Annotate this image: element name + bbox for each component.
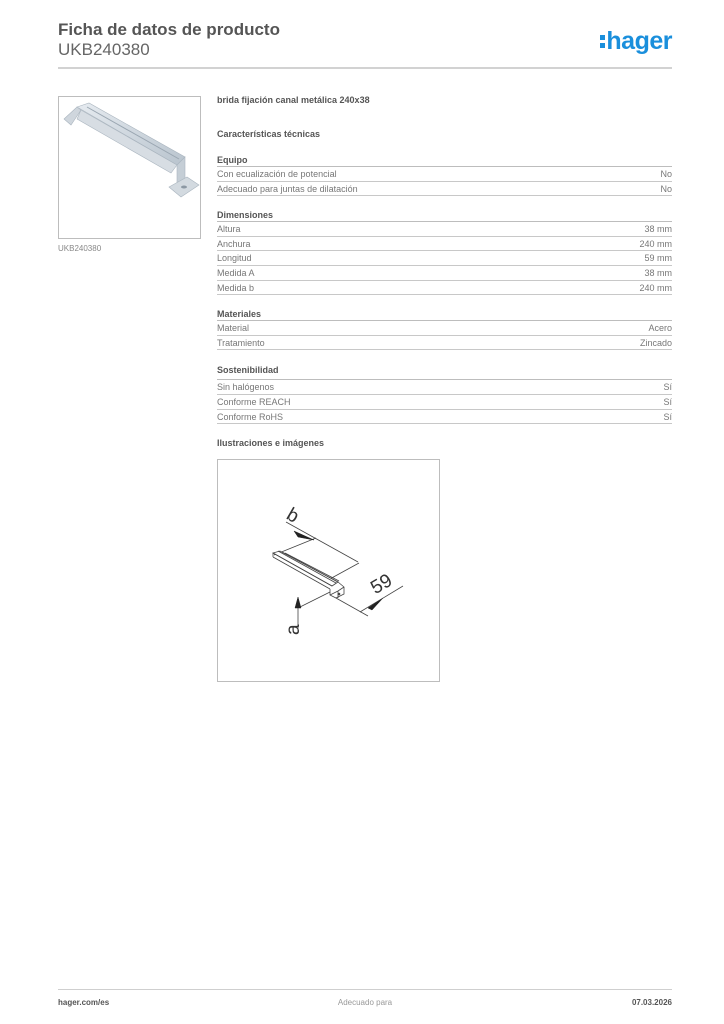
spec-row xyxy=(217,380,672,395)
spec-label: Sin halógenos xyxy=(217,382,275,393)
spec-label: Material xyxy=(217,323,250,334)
spec-value: 59 mm xyxy=(644,253,672,264)
spec-label: Medida A xyxy=(217,267,255,278)
spec-value: 240 mm xyxy=(639,238,672,249)
spec-row xyxy=(217,167,672,182)
hager-logo xyxy=(600,27,672,56)
group-title: Equipo xyxy=(217,154,672,167)
group-materiales xyxy=(217,308,672,350)
spec-label: Conforme REACH xyxy=(217,396,291,407)
footer-website-link[interactable]: hager.com/es xyxy=(58,998,110,1007)
group-sostenibilidad xyxy=(217,363,672,424)
spec-row xyxy=(217,182,672,197)
spec-value: 38 mm xyxy=(644,267,672,278)
spec-label: Anchura xyxy=(217,238,251,249)
spec-row xyxy=(217,395,672,410)
spec-row xyxy=(217,321,672,336)
spec-label: Tratamiento xyxy=(217,337,265,348)
spec-label: Adecuado para juntas de dilatación xyxy=(217,183,358,194)
spec-value: No xyxy=(660,169,672,179)
spec-label: Altura xyxy=(217,224,241,235)
product-photo-icon xyxy=(59,97,200,238)
product-image-caption: UKB240380 xyxy=(58,244,102,253)
technical-heading: Características técnicas xyxy=(217,129,321,139)
spec-label: Con ecualización de potencial xyxy=(217,169,337,179)
spec-row xyxy=(217,410,672,425)
svg-text:b: b xyxy=(282,504,303,528)
spec-label: Conforme RoHS xyxy=(217,411,284,422)
logo-colon-icon xyxy=(600,35,605,48)
illustrations-heading: Ilustraciones e imágenes xyxy=(217,438,325,449)
spec-value: 240 mm xyxy=(639,282,672,293)
spec-value: No xyxy=(660,183,672,194)
spec-label: Medida b xyxy=(217,282,255,293)
spec-value: Sí xyxy=(663,411,672,422)
logo-text: hager xyxy=(606,27,672,55)
header-divider xyxy=(58,67,672,69)
spec-row xyxy=(217,336,672,351)
product-name: brida fijación canal metálica 240x38 xyxy=(217,95,370,105)
footer-divider xyxy=(58,989,672,990)
spec-value: Sí xyxy=(663,396,672,407)
spec-row xyxy=(217,237,672,252)
dimension-drawing xyxy=(217,459,440,682)
spec-value: Zincado xyxy=(639,337,672,348)
spec-label: Longitud xyxy=(217,253,252,264)
group-title: Sostenibilidad xyxy=(217,363,672,380)
document-title: Ficha de datos de producto xyxy=(58,20,280,39)
svg-text:59: 59 xyxy=(367,570,397,599)
footer-date: 07.03.2026 xyxy=(631,998,672,1007)
page-footer xyxy=(58,998,672,1007)
spec-row xyxy=(217,266,672,281)
spec-row xyxy=(217,222,672,237)
group-title: Dimensiones xyxy=(217,209,672,222)
svg-text:a: a xyxy=(283,624,304,635)
footer-center-text: Adecuado para xyxy=(337,998,393,1007)
group-title: Materiales xyxy=(217,308,672,321)
group-dimensiones xyxy=(217,209,672,295)
product-reference: UKB240380 xyxy=(58,40,150,59)
spec-value: Sí xyxy=(663,382,672,393)
page-header xyxy=(58,20,672,70)
product-details xyxy=(217,95,672,448)
spec-row xyxy=(217,251,672,266)
spec-value: Acero xyxy=(648,323,672,334)
product-image xyxy=(58,96,201,239)
spec-value: 38 mm xyxy=(644,224,672,235)
spec-row xyxy=(217,281,672,296)
dimension-drawing-icon xyxy=(218,460,439,681)
group-equipo xyxy=(217,154,672,196)
